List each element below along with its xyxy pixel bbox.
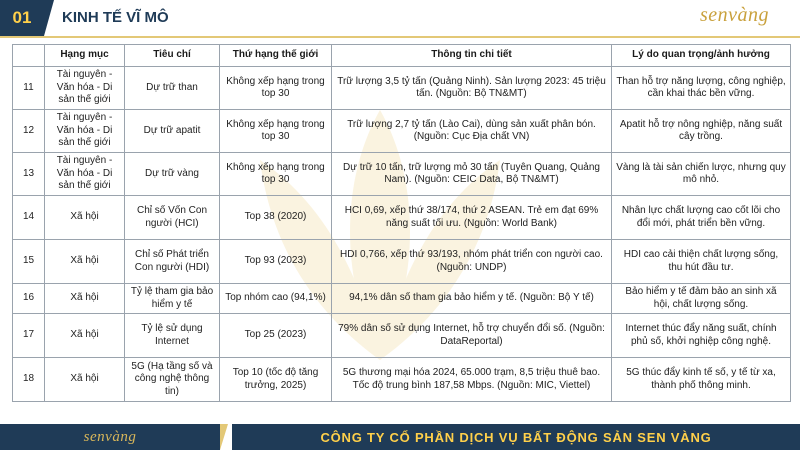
row-criterion: 5G (Hạ tầng số và công nghệ thông tin)	[125, 358, 220, 402]
row-rank: Không xếp hạng trong top 30	[220, 153, 332, 196]
row-detail: 79% dân số sử dụng Internet, hỗ trợ chuyển đổi số. (Nguồn: DataReportal)	[332, 314, 612, 358]
row-number: 12	[13, 110, 45, 153]
row-category: Tài nguyên - Văn hóa - Di sản thế giới	[45, 153, 125, 196]
row-criterion: Chỉ số Vốn Con người (HCI)	[125, 196, 220, 240]
row-rank: Top 38 (2020)	[220, 196, 332, 240]
row-category: Xã hội	[45, 240, 125, 284]
row-number: 14	[13, 196, 45, 240]
column-header-category: Hạng mục	[45, 45, 125, 67]
row-rank: Top 10 (tốc độ tăng trưởng, 2025)	[220, 358, 332, 402]
column-header-no	[13, 45, 45, 67]
row-number: 11	[13, 67, 45, 110]
row-reason: 5G thúc đẩy kinh tế số, y tế từ xa, thành phố thông minh.	[612, 358, 791, 402]
row-rank: Top 93 (2023)	[220, 240, 332, 284]
row-detail: 94,1% dân số tham gia bảo hiểm y tế. (Nguồn: Bộ Y tế)	[332, 284, 612, 314]
row-reason: Nhân lực chất lượng cao cốt lõi cho đổi mới, phát triển bền vững.	[612, 196, 791, 240]
row-detail: 5G thương mại hóa 2024, 65.000 trạm, 8,5 triệu thuê bao. Tốc độ trung bình 187,58 Mbps. (Nguồn: MIC, Viettel)	[332, 358, 612, 402]
footer-logo-wordmark: senvàng	[83, 428, 137, 445]
row-category: Xã hội	[45, 358, 125, 402]
row-category: Tài nguyên - Văn hóa - Di sản thế giới	[45, 110, 125, 153]
row-rank: Không xếp hạng trong top 30	[220, 110, 332, 153]
row-rank: Top 25 (2023)	[220, 314, 332, 358]
column-header-criterion: Tiêu chí	[125, 45, 220, 67]
section-title: KINH TẾ VĨ MÔ	[62, 9, 169, 26]
logo-wordmark: senvàng	[700, 4, 770, 26]
row-category: Xã hội	[45, 284, 125, 314]
row-number: 18	[13, 358, 45, 402]
row-criterion: Tỷ lệ sử dụng Internet	[125, 314, 220, 358]
row-reason: Apatit hỗ trợ nông nghiệp, năng suất cây trồng.	[612, 110, 791, 153]
row-reason: Internet thúc đẩy năng suất, chính phủ số, khởi nghiệp công nghệ.	[612, 314, 791, 358]
footer-company-name: CÔNG TY CỔ PHẦN DỊCH VỤ BẤT ĐỘNG SẢN SEN VÀNG	[320, 429, 712, 445]
row-reason: Than hỗ trợ năng lượng, công nghiệp, cần khai thác bền vững.	[612, 67, 791, 110]
table-row	[13, 314, 791, 358]
column-header-detail: Thông tin chi tiết	[332, 45, 612, 67]
footer-banner	[232, 424, 800, 450]
table-row	[13, 284, 791, 314]
row-criterion: Dự trữ apatit	[125, 110, 220, 153]
row-reason: Bảo hiểm y tế đảm bảo an sinh xã hội, chất lượng sống.	[612, 284, 791, 314]
table-header-row	[13, 45, 791, 67]
table-row	[13, 67, 791, 110]
row-criterion: Tỷ lệ tham gia bảo hiểm y tế	[125, 284, 220, 314]
row-reason: Vàng là tài sản chiến lược, nhưng quy mô nhỏ.	[612, 153, 791, 196]
row-number: 13	[13, 153, 45, 196]
row-number: 16	[13, 284, 45, 314]
data-table	[12, 44, 791, 402]
row-category: Xã hội	[45, 314, 125, 358]
column-header-reason: Lý do quan trọng/ảnh hưởng	[612, 45, 791, 67]
header-divider	[0, 36, 800, 38]
company-logo	[700, 4, 790, 32]
row-detail: Dự trữ 10 tấn, trữ lượng mỏ 30 tấn (Tuyên Quang, Quảng Nam). (Nguồn: CEIC Data, Bộ TN&MT)	[332, 153, 612, 196]
table-row	[13, 358, 791, 402]
row-detail: HDI 0,766, xếp thứ 93/193, nhóm phát triển con người cao. (Nguồn: UNDP)	[332, 240, 612, 284]
row-reason: HDI cao cải thiện chất lượng sống, thu hút đầu tư.	[612, 240, 791, 284]
column-header-rank: Thứ hạng thế giới	[220, 45, 332, 67]
row-detail: Trữ lượng 2,7 tỷ tấn (Lào Cai), dùng sản xuất phân bón. (Nguồn: Cục Địa chất VN)	[332, 110, 612, 153]
table-row	[13, 110, 791, 153]
row-category: Xã hội	[45, 196, 125, 240]
row-category: Tài nguyên - Văn hóa - Di sản thế giới	[45, 67, 125, 110]
row-detail: HCI 0,69, xếp thứ 38/174, thứ 2 ASEAN. Trẻ em đạt 69% năng suất tối ưu. (Nguồn: World Bank)	[332, 196, 612, 240]
row-detail: Trữ lượng 3,5 tỷ tấn (Quảng Ninh). Sản lượng 2023: 45 triệu tấn. (Nguồn: Bộ TN&MT)	[332, 67, 612, 110]
row-rank: Top nhóm cao (94,1%)	[220, 284, 332, 314]
table-row	[13, 196, 791, 240]
page-footer	[0, 424, 800, 450]
footer-logo	[0, 424, 220, 450]
table-row	[13, 240, 791, 284]
row-criterion: Dự trữ than	[125, 67, 220, 110]
page-header	[0, 0, 800, 36]
row-criterion: Chỉ số Phát triển Con người (HDI)	[125, 240, 220, 284]
section-number: 01	[0, 0, 44, 36]
row-number: 17	[13, 314, 45, 358]
row-rank: Không xếp hạng trong top 30	[220, 67, 332, 110]
row-criterion: Dự trữ vàng	[125, 153, 220, 196]
row-number: 15	[13, 240, 45, 284]
table-row	[13, 153, 791, 196]
